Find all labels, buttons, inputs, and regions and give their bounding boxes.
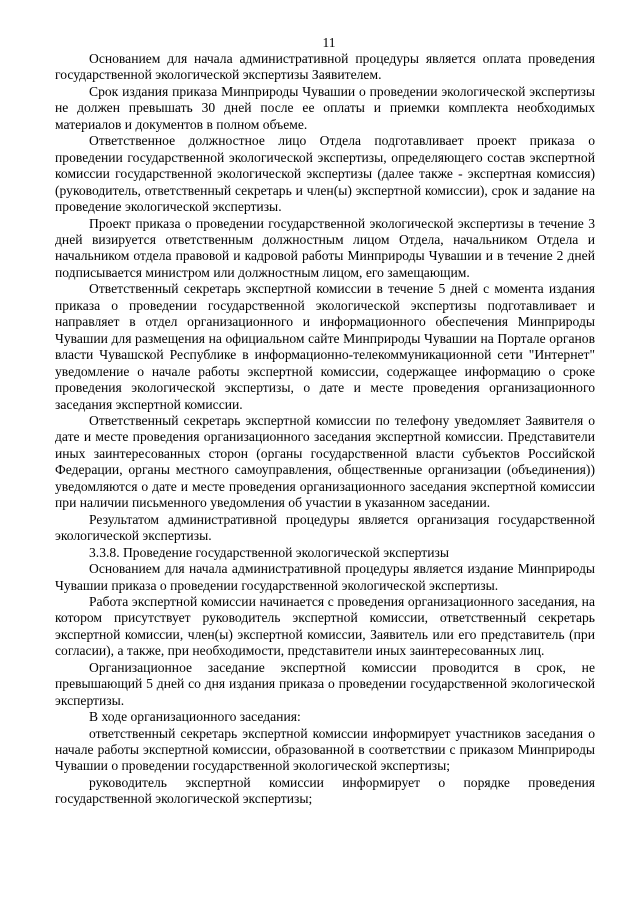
paragraph-draft-order-preparation: Ответственное должностное лицо Отдела подготавливает проект приказа о проведении государственной экологической экспертизы, определяющего состав экспертной комиссии государственной экологической экспертизы (далее также - экспертная комиссия) (руководитель, ответственный секретарь и член(ы) экспертной комиссии), срок и задание на проведение экологической экспертизы.: [55, 133, 595, 215]
paragraph-basis-payment: Основанием для начала административной процедуры является оплата проведения государственной экологической экспертизы Заявителем.: [55, 51, 595, 83]
page-number: 11: [322, 35, 336, 50]
paragraph-draft-order-approval: Проект приказа о проведении государственной экологической экспертизы в течение 3 дней визируется ответственным должностным лицом Отдела, начальником Отдела и начальником отдела правовой и кадровой работы Минприроды Чувашии и в течение 2 дней подписывается министром или должностным лицом, его замещающим.: [55, 215, 595, 280]
paragraph-basis-order: Основанием для начала административной процедуры является издание Минприроды Чувашии приказа о проведении государственной экологической экспертизы.: [55, 561, 595, 593]
paragraph-secretary-notice: Ответственный секретарь экспертной комиссии в течение 5 дней с момента издания приказа о проведении государственной экологической экспертизы подготавливает и направляет в отдел организационного и информационного обеспечения Минприроды Чувашии для размещения на официальном сайте Минприроды Чувашии на Портале органов власти Чувашской Республике в информационно-телекоммуникационной сети "Интернет" уведомление о начале работы экспертной комиссии, содержащее информацию о сроке проведения экологической экспертизы, о дате и месте проведения организационного заседания экспертной комиссии.: [55, 281, 595, 412]
list-item-head-informs: руководитель экспертной комиссии информирует о порядке проведения государственной экологической экспертизы;: [55, 774, 595, 807]
list-item-secretary-informs: ответственный секретарь экспертной комиссии информирует участников заседания о начале работы экспертной комиссии, образованной в соответствии с приказом Минприроды Чувашии о проведении государственной экологической экспертизы;: [55, 725, 595, 774]
paragraph-meeting-intro: В ходе организационного заседания:: [89, 709, 301, 725]
paragraph-meeting-deadline: Организационное заседание экспертной комиссии проводится в срок, не превышающий 5 дней со дня издания приказа о проведении государственной экологической экспертизы.: [55, 659, 595, 708]
paragraph-commission-start: Работа экспертной комиссии начинается с проведения организационного заседания, на котором присутствует руководитель экспертной комиссии, ответственный секретарь экспертной комиссии, член(ы) экспертной комиссии, Заявитель или его представитель (при согласии), а также, при необходимости, представители иных заинтересованных лиц.: [55, 593, 595, 659]
paragraph-order-deadline: Срок издания приказа Минприроды Чувашии о проведении экологической экспертизы не должен превышать 30 дней после ее оплаты и приемки комплекта необходимых материалов и документов в полном объеме.: [55, 83, 595, 132]
section-heading-3-3-8: 3.3.8. Проведение государственной экологической экспертизы: [89, 544, 450, 560]
paragraph-procedure-result: Результатом административной процедуры является организация государственной экологической экспертизы.: [55, 511, 595, 544]
paragraph-applicant-notification: Ответственный секретарь экспертной комиссии по телефону уведомляет Заявителя о дате и месте проведения организационного заседания экспертной комиссии. Представители иных заинтересованных сторон (органы государственной власти субъектов Российской Федерации, органы местного самоуправления, общественные организации (объединения)) уведомляются о дате и месте проведения организационного заседания экспертной комиссии при наличии письменного уведомления об участии в указанном заседании.: [55, 412, 595, 511]
document-page: [55, 34, 595, 808]
